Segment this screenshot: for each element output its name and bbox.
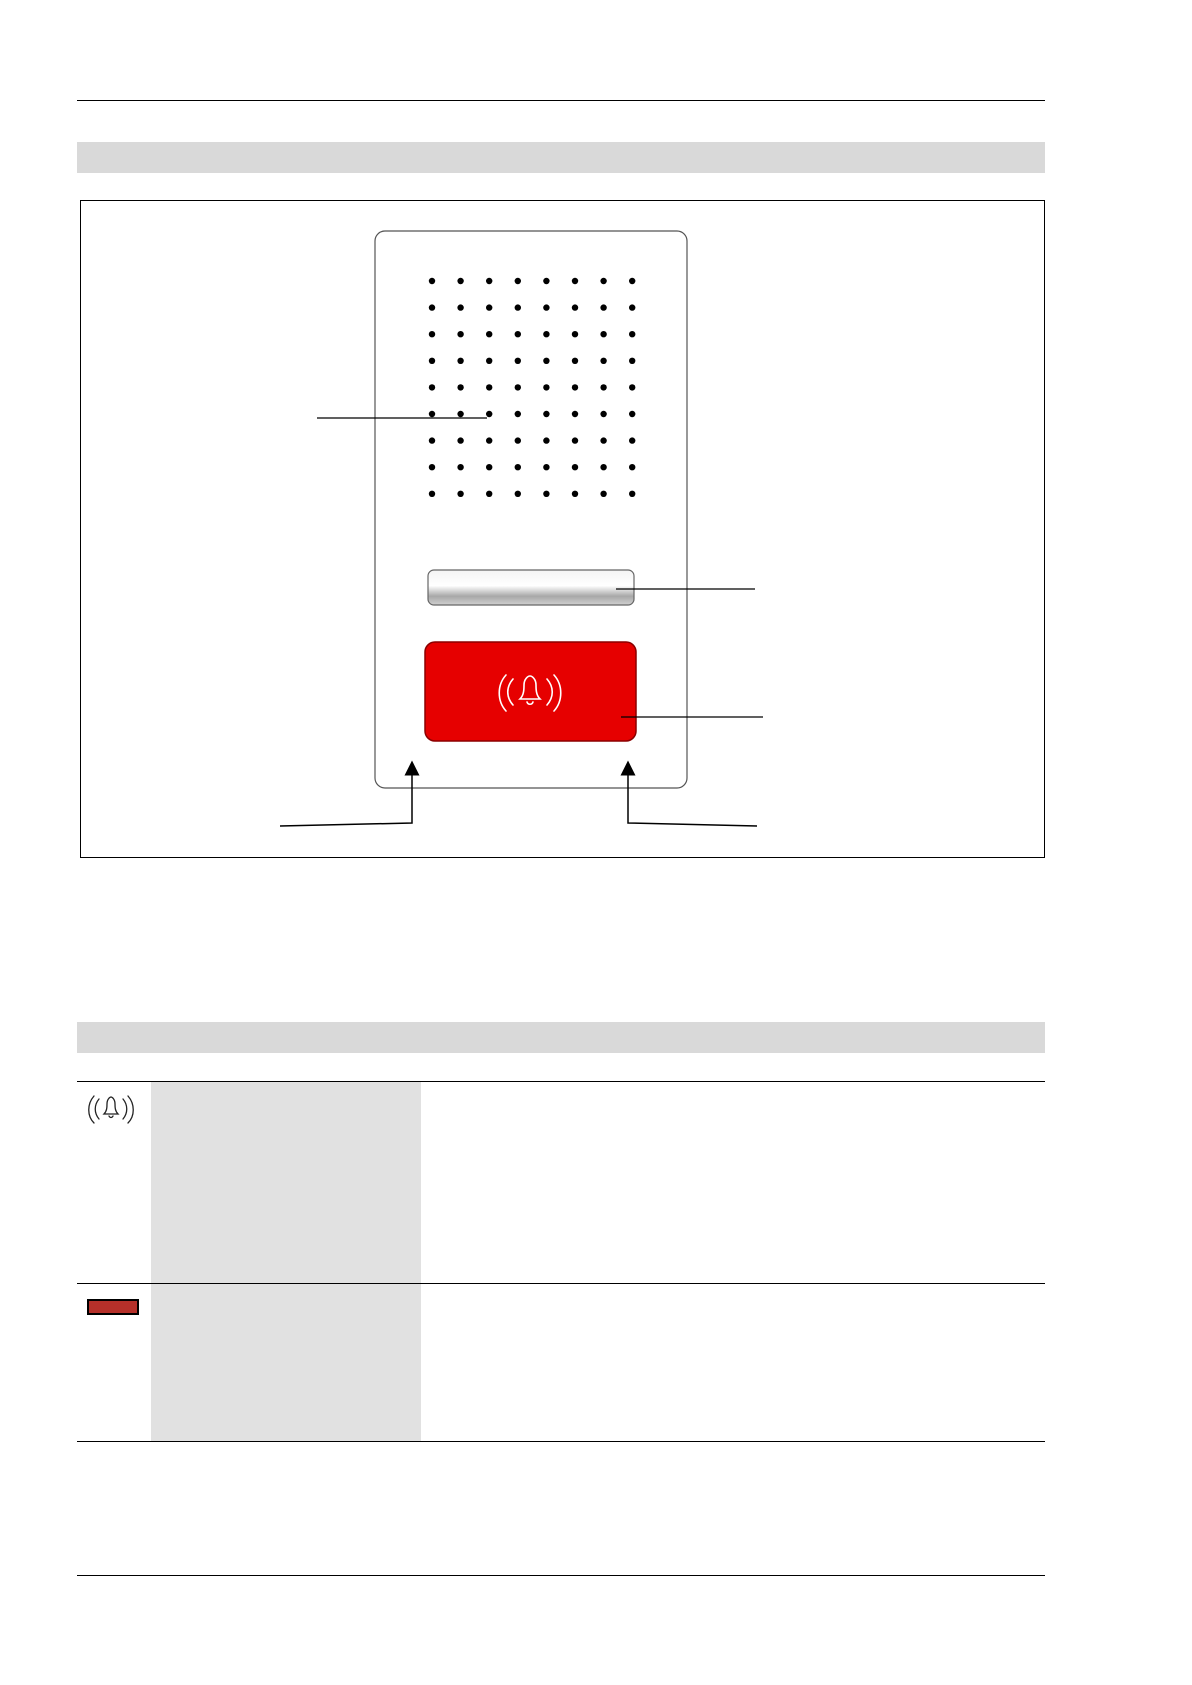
grille-hole [515,491,521,497]
device-figure [80,200,1045,858]
grille-hole [629,331,635,337]
grille-hole [629,437,635,443]
grille-hole [429,304,435,310]
grille-hole [486,411,492,417]
grille-hole [629,304,635,310]
grille-hole [486,278,492,284]
grille-hole [600,464,606,470]
grille-hole [515,384,521,390]
grille-hole [572,437,578,443]
section-heading-band-controls [77,1022,1045,1053]
grille-hole [486,358,492,364]
grille-hole [486,384,492,390]
grille-hole [629,278,635,284]
grille-hole [543,358,549,364]
grille-hole [572,384,578,390]
grille-hole [572,331,578,337]
grille-hole [629,491,635,497]
grille-hole [600,304,606,310]
grille-hole [600,437,606,443]
grille-hole [457,331,463,337]
grille-hole [515,358,521,364]
grille-hole [600,384,606,390]
grille-hole [515,278,521,284]
table-row-bell-name-cell [151,1082,421,1283]
grille-hole [572,491,578,497]
bell-icon [84,1088,138,1128]
grille-hole [429,464,435,470]
grille-hole [457,411,463,417]
footer-rule [77,1575,1045,1576]
grille-hole [457,464,463,470]
grille-hole [572,358,578,364]
section-heading-band-overview [77,142,1045,173]
grille-hole [457,358,463,364]
grille-hole [629,358,635,364]
grille-hole [515,304,521,310]
door-station-drawing [81,201,1046,859]
grille-hole [429,411,435,417]
grille-hole [457,278,463,284]
grille-hole [543,437,549,443]
grille-hole [486,304,492,310]
grille-hole [600,278,606,284]
grille-hole [543,331,549,337]
nameplate [428,570,634,605]
table-row-led-name-cell [151,1284,421,1441]
grille-hole [572,411,578,417]
grille-hole [486,437,492,443]
grille-hole [629,411,635,417]
grille-hole [600,358,606,364]
grille-hole [572,464,578,470]
table-row-bell-icon-cell [84,1088,138,1133]
grille-hole [486,464,492,470]
grille-hole [515,464,521,470]
grille-hole [457,437,463,443]
grille-hole [457,304,463,310]
grille-hole [429,331,435,337]
grille-hole [429,437,435,443]
grille-hole [429,491,435,497]
grille-hole [457,491,463,497]
grille-hole [543,384,549,390]
grille-hole [572,304,578,310]
table-bottom-rule [77,1441,1045,1442]
bell-button[interactable] [425,642,636,741]
grille-hole [543,304,549,310]
grille-hole [515,331,521,337]
grille-hole [629,464,635,470]
grille-hole [543,278,549,284]
grille-hole [486,491,492,497]
grille-hole [543,464,549,470]
header-rule [77,100,1045,101]
grille-hole [600,491,606,497]
grille-hole [486,331,492,337]
grille-hole [429,358,435,364]
grille-hole [457,384,463,390]
grille-hole [429,384,435,390]
grille-hole [600,331,606,337]
table-row-led-icon-cell [84,1299,139,1315]
grille-hole [543,491,549,497]
grille-hole [600,411,606,417]
grille-hole [515,437,521,443]
grille-hole [572,278,578,284]
grille-hole [629,384,635,390]
grille-hole [429,278,435,284]
grille-hole [515,411,521,417]
grille-hole [543,411,549,417]
red-led-icon [87,1299,139,1315]
